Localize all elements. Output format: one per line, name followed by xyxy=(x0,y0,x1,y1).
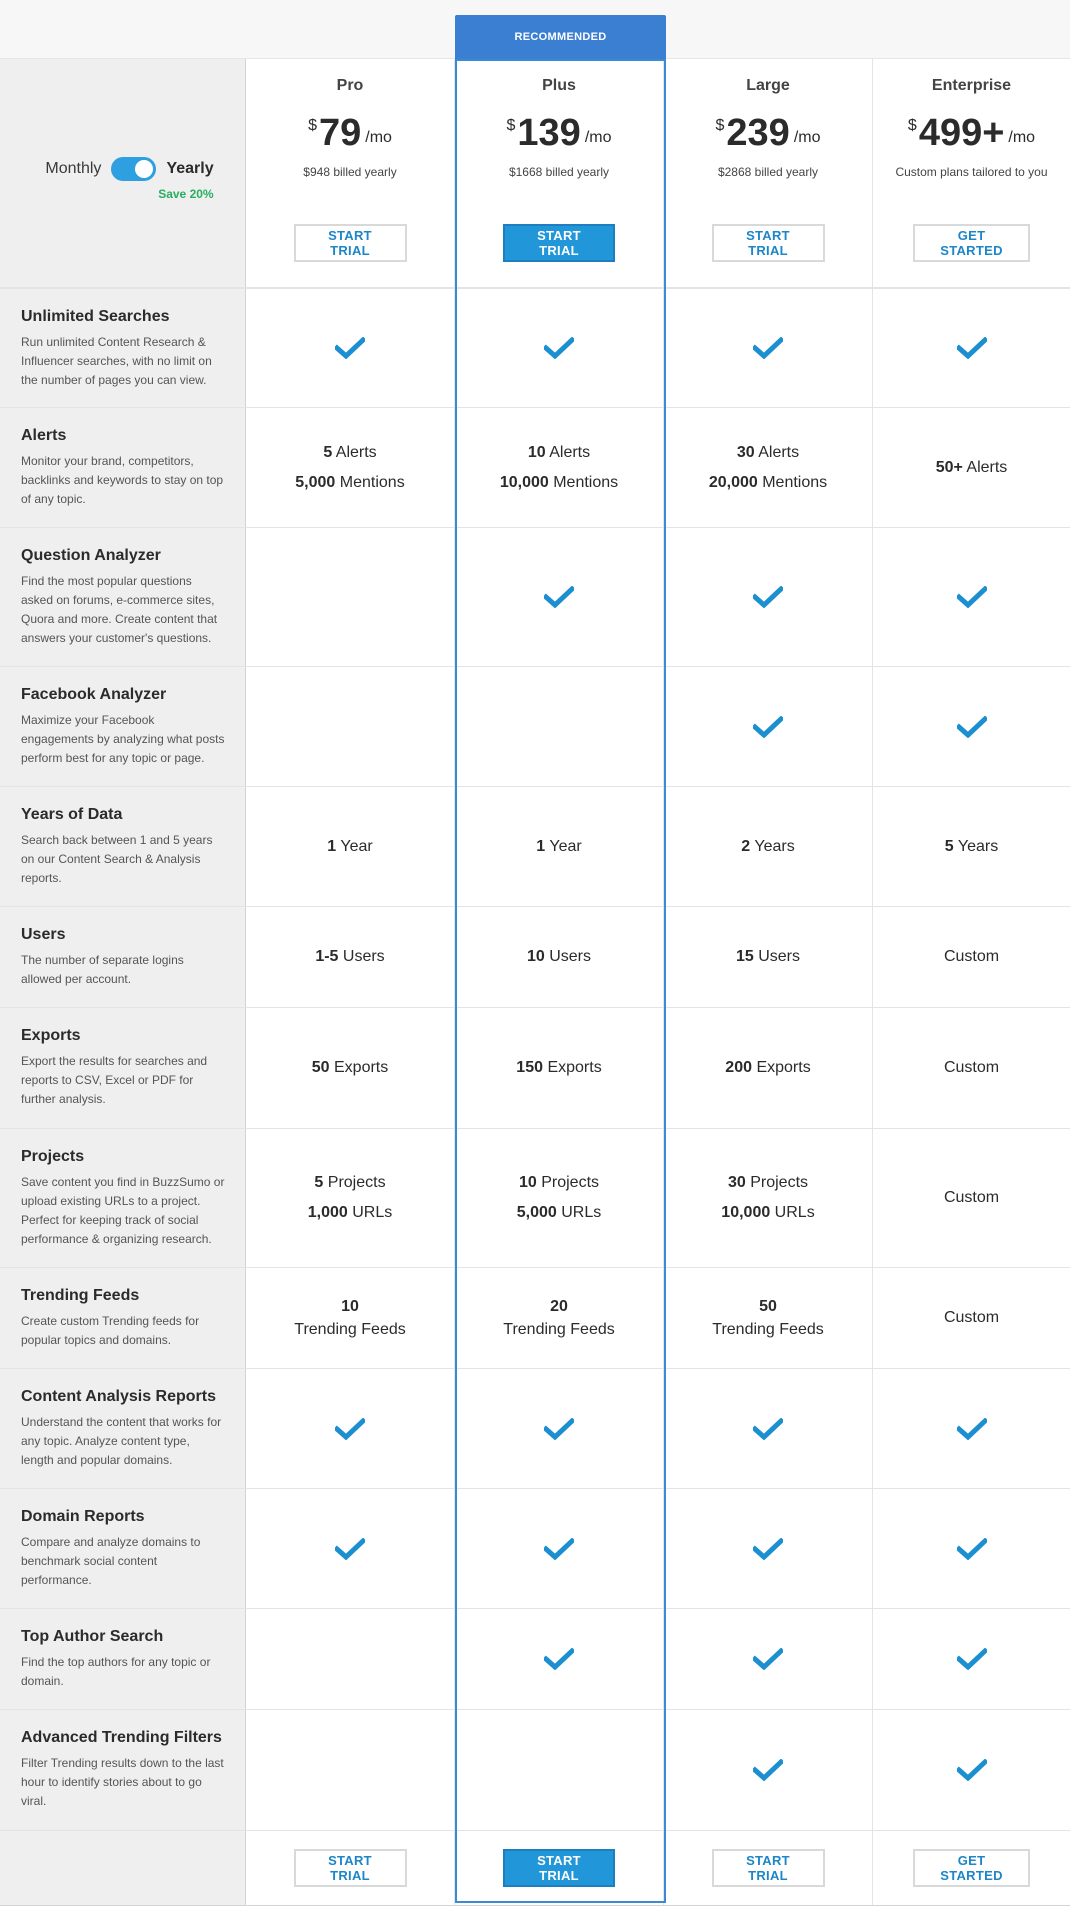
feature-value-unit: Projects xyxy=(745,1174,809,1191)
start-trial-button-large-footer[interactable]: START TRIAL xyxy=(712,1849,825,1887)
pricing-table xyxy=(0,59,1070,1906)
start-trial-button-pro-footer[interactable]: START TRIAL xyxy=(294,1849,407,1887)
feature-value xyxy=(519,1168,599,1198)
feature-description: Save content you find in BuzzSumo or upload existing URLs to a project. Perfect for keeping track of social performance & organizing research. xyxy=(21,1175,225,1246)
feature-cell-plus xyxy=(455,1369,664,1488)
plan-name: Pro xyxy=(336,77,364,94)
feature-cell-enterprise xyxy=(873,1369,1070,1488)
feature-label-cell xyxy=(0,289,246,407)
feature-label-cell xyxy=(0,1609,246,1709)
feature-value xyxy=(527,942,591,972)
check-icon xyxy=(544,1538,574,1560)
price-period: /mo xyxy=(584,129,612,146)
feature-value xyxy=(517,1198,602,1228)
feature-title: Projects xyxy=(21,1148,85,1165)
feature-value-unit: Years xyxy=(953,837,999,855)
feature-cell-pro xyxy=(246,907,455,1007)
currency-symbol: $ xyxy=(715,117,725,134)
feature-cell-pro xyxy=(246,1609,455,1709)
feature-value-unit: Year xyxy=(545,837,582,855)
feature-value-unit: URLs xyxy=(770,1204,815,1221)
feature-row xyxy=(0,1609,1070,1710)
feature-description: Run unlimited Content Research & Influencer searches, with no limit on the number of pages you can view. xyxy=(21,335,212,387)
feature-value-number: 5 xyxy=(323,443,333,461)
footer-plus-cell xyxy=(455,1831,664,1905)
feature-label-cell xyxy=(0,1008,246,1128)
billed-note: Custom plans tailored to you xyxy=(895,165,1048,179)
feature-cell-plus xyxy=(455,408,664,527)
plan-large-header xyxy=(664,59,873,287)
feature-label-cell xyxy=(0,408,246,527)
feature-description: Search back between 1 and 5 years on our Content Search & Analysis reports. xyxy=(21,833,213,885)
plan-plus-header xyxy=(455,59,664,287)
feature-cell-pro xyxy=(246,1710,455,1830)
feature-row xyxy=(0,1710,1070,1831)
plan-price xyxy=(507,113,612,153)
feature-value-unit: Trending Feeds xyxy=(294,1321,406,1338)
feature-cell-large xyxy=(664,1129,873,1267)
feature-value-number: 20,000 xyxy=(708,473,758,491)
feature-value-number: 10 xyxy=(526,948,545,965)
feature-value-unit: Years xyxy=(750,837,795,855)
get-started-button-enterprise[interactable]: GET STARTED xyxy=(913,224,1030,262)
feature-value-unit: Users xyxy=(338,948,385,965)
price-amount: 79 xyxy=(318,112,362,154)
feature-value xyxy=(327,832,372,862)
feature-cell-plus xyxy=(455,787,664,906)
feature-value-unit: Users xyxy=(753,948,801,965)
feature-cell-pro xyxy=(246,289,455,407)
feature-value-number: 15 xyxy=(735,948,754,965)
check-icon xyxy=(753,1759,783,1781)
plan-footer-row xyxy=(0,1831,1070,1906)
feature-description: Understand the content that works for any topic. Analyze content type, length and popular domains. xyxy=(21,1415,222,1467)
feature-title: Exports xyxy=(21,1027,81,1044)
feature-cell-plus xyxy=(455,528,664,666)
feature-cell-large xyxy=(664,1268,873,1368)
feature-cell-enterprise xyxy=(873,907,1070,1007)
feature-value-number: 5,000 xyxy=(516,1204,557,1221)
feature-cell-plus xyxy=(455,289,664,407)
save-note: Save 20% xyxy=(158,187,214,201)
feature-cell-large xyxy=(664,528,873,666)
feature-description: Filter Trending results down to the last hour to identify stories about to go viral. xyxy=(21,1756,224,1808)
feature-cell-plus xyxy=(455,1129,664,1267)
feature-value-unit: Mentions xyxy=(335,473,405,491)
feature-cell-enterprise xyxy=(873,1268,1070,1368)
feature-title: Trending Feeds xyxy=(21,1287,140,1304)
check-icon xyxy=(753,337,783,359)
check-icon xyxy=(957,337,987,359)
feature-cell-plus xyxy=(455,1008,664,1128)
feature-value-number: 50 xyxy=(311,1059,330,1076)
feature-value-number: 1,000 xyxy=(307,1204,348,1221)
feature-value xyxy=(528,438,590,468)
feature-label-cell xyxy=(0,528,246,666)
plan-header-row xyxy=(0,59,1070,288)
yearly-label[interactable]: Yearly xyxy=(166,160,214,177)
feature-label-cell xyxy=(0,787,246,906)
feature-value-number: 10,000 xyxy=(721,1204,771,1221)
feature-value-number: 50+ xyxy=(935,458,963,476)
feature-cell-plus xyxy=(455,907,664,1007)
footer-pro-cell xyxy=(246,1831,455,1905)
feature-value: Custom xyxy=(943,1189,1000,1206)
feature-value xyxy=(721,1198,814,1228)
plan-name: Plus xyxy=(542,77,576,94)
feature-value-number: 30 xyxy=(727,1174,746,1191)
feature-cell-enterprise xyxy=(873,408,1070,527)
feature-value-number: 150 xyxy=(516,1059,543,1076)
feature-label-cell xyxy=(0,667,246,786)
feature-value-number: 5,000 xyxy=(295,473,336,491)
price-period: /mo xyxy=(365,129,392,146)
feature-value xyxy=(323,438,376,468)
check-icon xyxy=(753,1538,783,1560)
feature-cell-plus xyxy=(455,667,664,786)
check-icon xyxy=(753,586,783,608)
switch-knob xyxy=(135,160,153,178)
feature-title: Alerts xyxy=(21,427,67,444)
feature-row xyxy=(0,528,1070,667)
feature-value: Custom xyxy=(943,948,1000,965)
feature-value-unit: Alerts xyxy=(332,443,377,461)
feature-value xyxy=(736,942,800,972)
feature-cell-enterprise xyxy=(873,1008,1070,1128)
feature-value xyxy=(312,1053,388,1083)
feature-title: Facebook Analyzer xyxy=(21,686,167,703)
feature-value-unit: Exports xyxy=(329,1059,389,1076)
feature-cell-pro xyxy=(246,787,455,906)
feature-cell-enterprise xyxy=(873,289,1070,407)
check-icon xyxy=(957,716,987,738)
plan-name: Large xyxy=(746,77,790,94)
price-amount: 139 xyxy=(517,112,581,154)
check-icon xyxy=(544,1418,574,1440)
feature-cell-pro xyxy=(246,1008,455,1128)
feature-row xyxy=(0,1008,1070,1129)
check-icon xyxy=(753,716,783,738)
feature-value xyxy=(516,1053,601,1083)
billed-note: $2868 billed yearly xyxy=(717,165,819,179)
feature-value xyxy=(315,942,384,972)
feature-label-cell xyxy=(0,1369,246,1488)
feature-cell-pro xyxy=(246,1268,455,1368)
plan-pro-header xyxy=(246,59,455,287)
feature-value-number: 5 xyxy=(314,1174,324,1191)
feature-cell-plus xyxy=(455,1268,664,1368)
billing-toggle-cell xyxy=(0,59,246,287)
feature-row xyxy=(0,1268,1070,1369)
plan-price xyxy=(908,113,1035,153)
feature-value-number: 1 xyxy=(536,837,546,855)
price-amount: 499+ xyxy=(918,112,1005,154)
feature-value xyxy=(503,1295,614,1341)
feature-value-unit: Alerts xyxy=(962,458,1008,476)
feature-value xyxy=(945,832,998,862)
check-icon xyxy=(957,586,987,608)
price-amount: 239 xyxy=(726,112,790,154)
feature-cell-large xyxy=(664,1369,873,1488)
footer-large-cell xyxy=(664,1831,873,1905)
start-trial-button-plus[interactable]: START TRIAL xyxy=(503,224,615,262)
feature-value-unit: Alerts xyxy=(754,443,800,461)
feature-row xyxy=(0,288,1070,408)
feature-label-cell xyxy=(0,907,246,1007)
feature-value-number: 10 xyxy=(341,1298,359,1315)
feature-cell-large xyxy=(664,1489,873,1608)
feature-value xyxy=(295,468,404,498)
feature-row xyxy=(0,1129,1070,1268)
feature-value xyxy=(936,453,1008,483)
feature-value-number: 200 xyxy=(725,1059,752,1076)
feature-value xyxy=(294,1295,405,1341)
feature-value-unit: Year xyxy=(336,837,373,855)
check-icon xyxy=(544,586,574,608)
feature-title: Top Author Search xyxy=(21,1628,164,1645)
feature-cell-pro xyxy=(246,528,455,666)
feature-value xyxy=(709,468,827,498)
check-icon xyxy=(335,337,365,359)
feature-description: The number of separate logins allowed per account. xyxy=(21,953,184,986)
currency-symbol: $ xyxy=(506,117,516,134)
check-icon xyxy=(957,1418,987,1440)
feature-row xyxy=(0,667,1070,787)
check-icon xyxy=(753,1418,783,1440)
feature-cell-large xyxy=(664,667,873,786)
get-started-button-enterprise-footer[interactable]: GET STARTED xyxy=(913,1849,1030,1887)
check-icon xyxy=(957,1759,987,1781)
feature-cell-enterprise xyxy=(873,667,1070,786)
feature-value xyxy=(712,1295,823,1341)
feature-cell-large xyxy=(664,1710,873,1830)
feature-value-unit: Projects xyxy=(323,1174,386,1191)
feature-cell-large xyxy=(664,787,873,906)
feature-title: Domain Reports xyxy=(21,1508,145,1525)
feature-title: Unlimited Searches xyxy=(21,308,170,325)
feature-value: Custom xyxy=(943,1059,1000,1076)
feature-title: Advanced Trending Filters xyxy=(21,1729,222,1746)
feature-cell-enterprise xyxy=(873,528,1070,666)
feature-cell-large xyxy=(664,408,873,527)
feature-cell-large xyxy=(664,289,873,407)
currency-symbol: $ xyxy=(308,117,317,134)
check-icon xyxy=(544,1648,574,1670)
feature-value-number: 50 xyxy=(759,1298,777,1315)
feature-value-unit: Users xyxy=(544,948,592,965)
footer-enterprise-cell xyxy=(873,1831,1070,1905)
feature-row xyxy=(0,907,1070,1008)
feature-cell-large xyxy=(664,907,873,1007)
feature-cell-plus xyxy=(455,1710,664,1830)
start-trial-button-large[interactable]: START TRIAL xyxy=(712,224,825,262)
feature-cell-plus xyxy=(455,1609,664,1709)
feature-description: Compare and analyze domains to benchmark social content performance. xyxy=(21,1535,201,1587)
feature-description: Find the top authors for any topic or domain. xyxy=(21,1655,211,1688)
footer-label-cell xyxy=(0,1831,246,1905)
feature-label-cell xyxy=(0,1489,246,1608)
feature-value-number: 1-5 xyxy=(315,948,339,965)
feature-description: Export the results for searches and reports to CSV, Excel or PDF for further analysis. xyxy=(21,1054,208,1106)
feature-value-number: 1 xyxy=(327,837,337,855)
feature-value-unit: Projects xyxy=(536,1174,600,1191)
feature-cell-enterprise xyxy=(873,1609,1070,1709)
feature-value xyxy=(314,1168,385,1198)
feature-title: Question Analyzer xyxy=(21,547,161,564)
feature-value xyxy=(737,438,799,468)
feature-cell-plus xyxy=(455,1489,664,1608)
check-icon xyxy=(335,1538,365,1560)
feature-value-number: 20 xyxy=(550,1298,568,1315)
check-icon xyxy=(335,1418,365,1440)
start-trial-button-plus-footer[interactable]: START TRIAL xyxy=(503,1849,615,1887)
feature-value-unit: Trending Feeds xyxy=(503,1321,615,1338)
billed-note: $948 billed yearly xyxy=(303,165,397,179)
feature-value-unit: URLs xyxy=(556,1204,602,1221)
feature-cell-pro xyxy=(246,408,455,527)
check-icon xyxy=(753,1648,783,1670)
feature-value xyxy=(741,832,794,862)
feature-description: Maximize your Facebook engagements by analyzing what posts perform best for any topic or page. xyxy=(21,713,225,765)
feature-cell-pro xyxy=(246,1489,455,1608)
feature-description: Monitor your brand, competitors, backlinks and keywords to stay on top of any topic. xyxy=(21,454,224,506)
feature-label-cell xyxy=(0,1129,246,1267)
feature-row xyxy=(0,787,1070,907)
feature-cell-large xyxy=(664,1008,873,1128)
plan-price xyxy=(308,113,392,153)
feature-cell-large xyxy=(664,1609,873,1709)
feature-cell-pro xyxy=(246,667,455,786)
feature-value: Custom xyxy=(943,1309,1000,1326)
feature-value-unit: Trending Feeds xyxy=(712,1321,824,1338)
feature-value xyxy=(725,1053,810,1083)
check-icon xyxy=(544,337,574,359)
feature-value-number: 10,000 xyxy=(499,473,549,491)
start-trial-button-pro[interactable]: START TRIAL xyxy=(294,224,407,262)
feature-value-unit: Mentions xyxy=(757,473,828,491)
feature-value-number: 2 xyxy=(741,837,751,855)
feature-cell-enterprise xyxy=(873,1710,1070,1830)
feature-title: Users xyxy=(21,926,66,943)
recommended-banner: RECOMMENDED xyxy=(455,15,666,59)
feature-value xyxy=(308,1198,393,1228)
check-icon xyxy=(957,1538,987,1560)
feature-title: Content Analysis Reports xyxy=(21,1388,216,1405)
billing-toggle xyxy=(45,157,213,201)
plan-price xyxy=(716,113,821,153)
feature-value-number: 30 xyxy=(736,443,755,461)
feature-cell-enterprise xyxy=(873,787,1070,906)
feature-value-number: 5 xyxy=(944,837,954,855)
feature-description: Find the most popular questions asked on forums, e-commerce sites, Quora and more. Create content that answers your customer's questions. xyxy=(21,574,218,645)
feature-row xyxy=(0,1369,1070,1489)
feature-row xyxy=(0,408,1070,528)
feature-value-unit: Alerts xyxy=(545,443,591,461)
plan-name: Enterprise xyxy=(931,77,1012,94)
feature-value xyxy=(728,1168,808,1198)
feature-label-cell xyxy=(0,1268,246,1368)
feature-value-unit: Mentions xyxy=(548,473,619,491)
feature-cell-pro xyxy=(246,1369,455,1488)
feature-value-number: 10 xyxy=(518,1174,537,1191)
feature-label-cell xyxy=(0,1710,246,1830)
feature-value-unit: Exports xyxy=(543,1059,602,1076)
feature-value xyxy=(536,832,581,862)
feature-value-unit: URLs xyxy=(347,1204,393,1221)
currency-symbol: $ xyxy=(907,117,917,134)
check-icon xyxy=(957,1648,987,1670)
price-period: /mo xyxy=(1008,129,1036,146)
feature-cell-enterprise xyxy=(873,1489,1070,1608)
billing-switch[interactable] xyxy=(111,157,156,181)
feature-cell-pro xyxy=(246,1129,455,1267)
feature-description: Create custom Trending feeds for popular topics and domains. xyxy=(21,1314,200,1347)
billed-note: $1668 billed yearly xyxy=(508,165,610,179)
feature-value-unit: Exports xyxy=(752,1059,811,1076)
feature-row xyxy=(0,1489,1070,1609)
price-period: /mo xyxy=(793,129,821,146)
feature-title: Years of Data xyxy=(21,806,123,823)
monthly-label[interactable]: Monthly xyxy=(45,160,102,177)
feature-value-number: 10 xyxy=(527,443,546,461)
feature-value xyxy=(500,468,618,498)
feature-cell-enterprise xyxy=(873,1129,1070,1267)
plan-enterprise-header xyxy=(873,59,1070,287)
